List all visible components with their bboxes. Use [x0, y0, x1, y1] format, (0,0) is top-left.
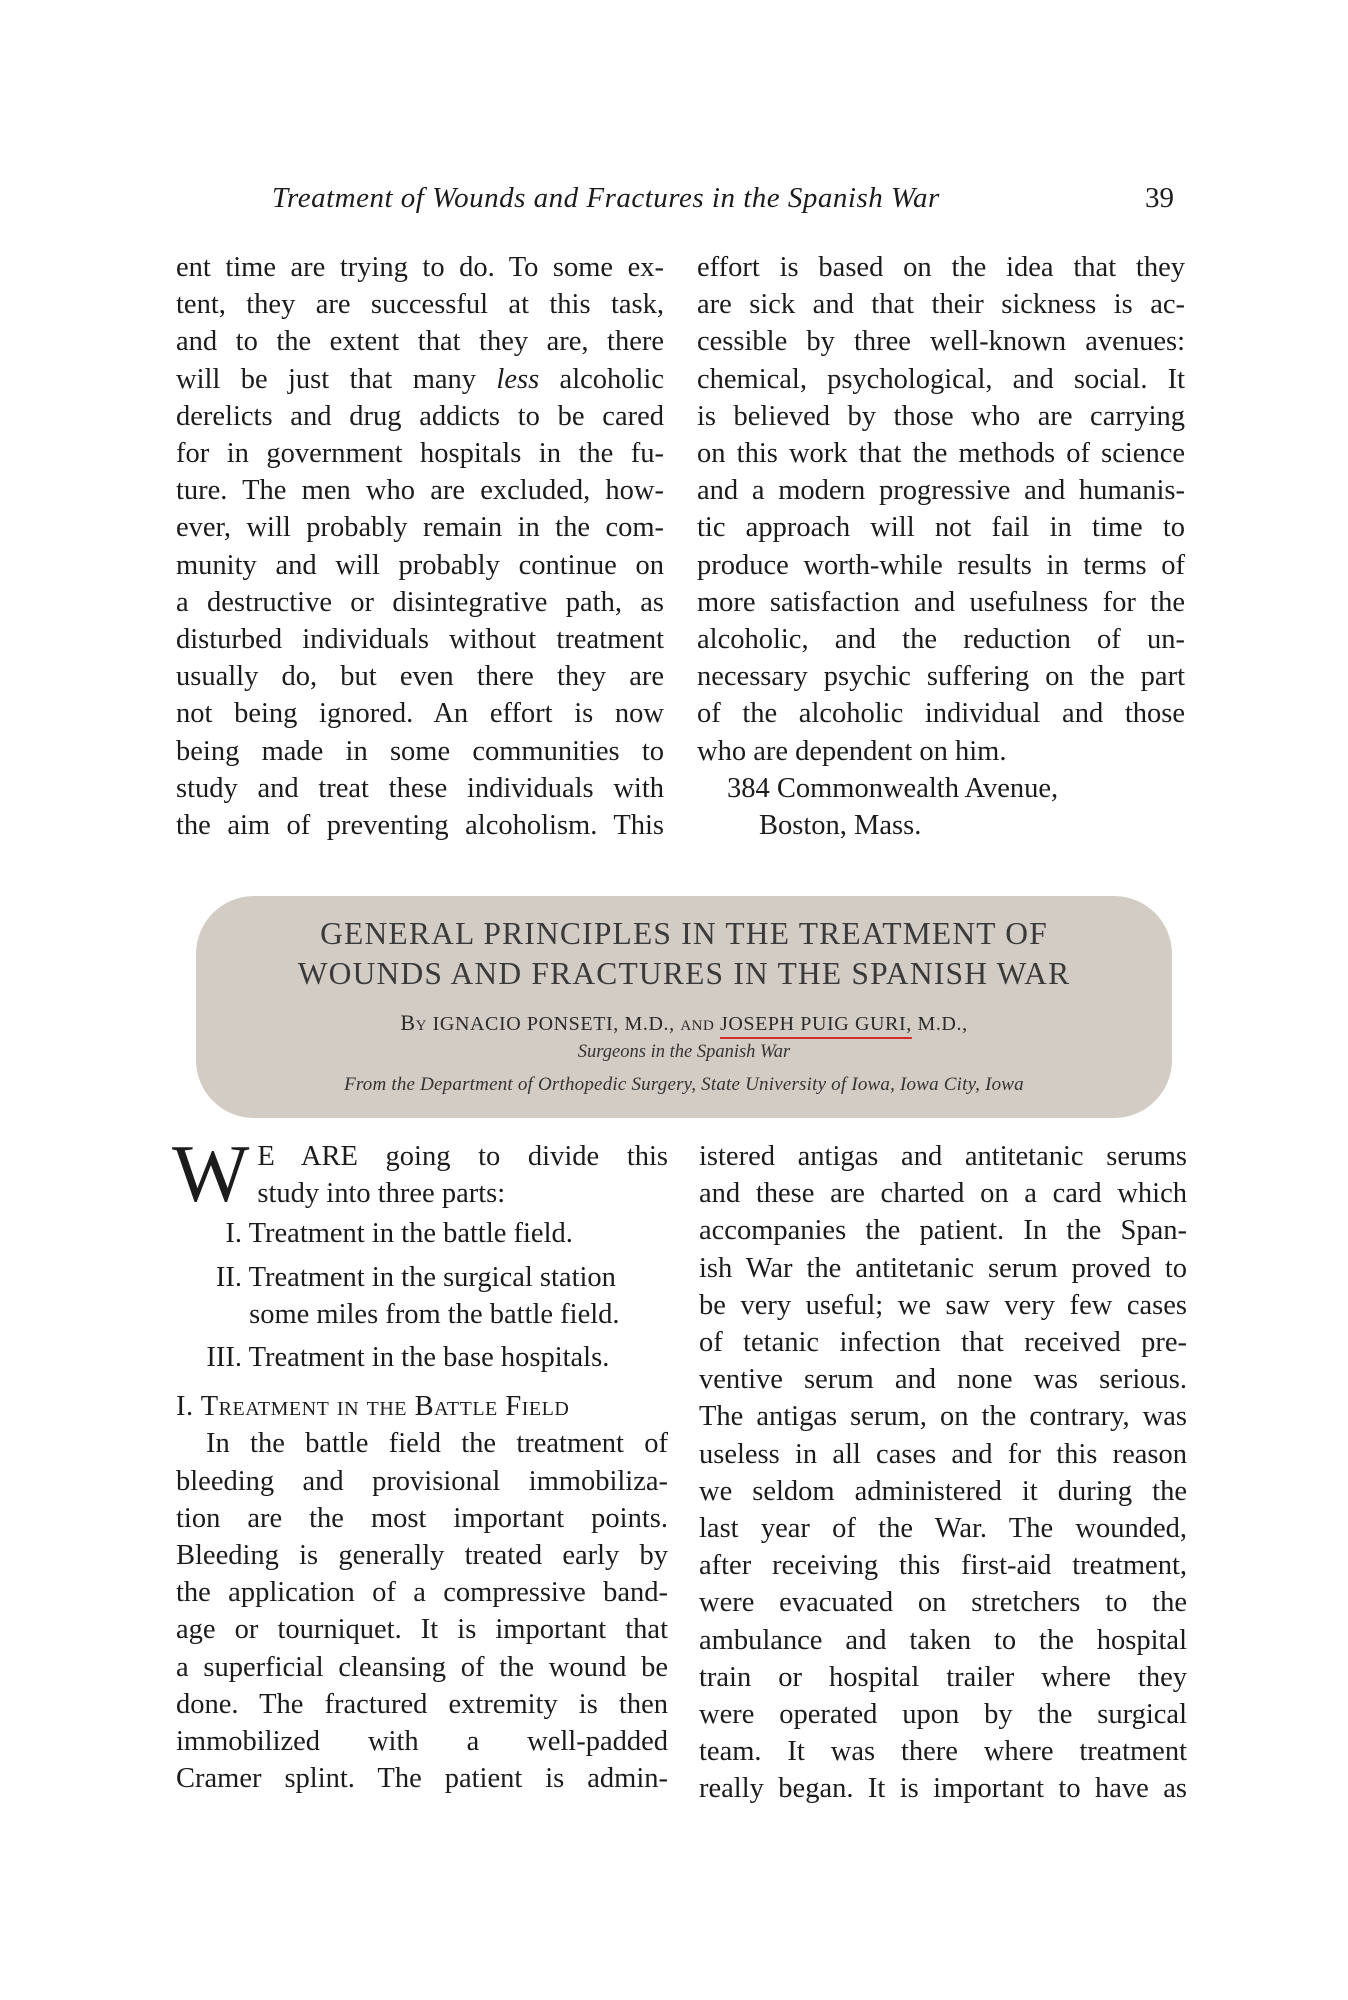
text-line: and these are charted on a card which: [699, 1178, 1187, 1210]
address-street: 384 Commonwealth Avenue,: [727, 772, 1059, 804]
text-line: bleeding and provisional immobiliza-: [176, 1465, 668, 1497]
text-line: on this work that the methods of science: [697, 438, 1185, 470]
text-line: alcoholic, and the reduction of un-: [697, 624, 1185, 656]
text-line: usually do, but even there they are: [176, 661, 664, 693]
text-line: The antigas serum, on the contrary, was: [699, 1401, 1187, 1433]
text-line: a superficial cleansing of the wound be: [176, 1651, 668, 1683]
text-line: Bleeding is generally treated early by: [176, 1540, 668, 1572]
text-line: cessible by three well-known avenues:: [697, 326, 1185, 358]
text-line: were evacuated on stretchers to the: [699, 1587, 1187, 1619]
list-item: II. Treatment in the surgical station: [215, 1261, 616, 1293]
text-line: be very useful; we saw very few cases: [699, 1289, 1187, 1321]
list-item: III. Treatment in the base hospitals.: [206, 1342, 610, 1374]
text-line: ent time are trying to do. To some ex-: [176, 252, 664, 283]
text-line: last year of the War. The wounded,: [699, 1513, 1187, 1545]
text-line: accompanies the patient. In the Span-: [699, 1215, 1187, 1247]
text-line: of the alcoholic individual and those: [697, 698, 1185, 730]
text-line: immobilized with a well-padded: [176, 1726, 668, 1758]
text-line: will be just that many less alcoholic: [176, 363, 664, 395]
text-line: study and treat these individuals with: [176, 772, 664, 804]
text-line: and a modern progressive and humanis-: [697, 475, 1185, 507]
drop-cap: W: [172, 1128, 250, 1219]
text-line: disturbed individuals without treatment: [176, 624, 664, 656]
text-line: for in government hospitals in the fu-: [176, 438, 664, 470]
text-line: the aim of preventing alcoholism. This: [176, 810, 664, 842]
text-line: useless in all cases and for this reason: [699, 1438, 1187, 1470]
text-line: who are dependent on him.: [697, 735, 1007, 767]
running-title: Treatment of Wounds and Fractures in the Spanish War: [272, 182, 940, 214]
text-line: munity and will probably continue on: [176, 549, 664, 581]
body-right-column: [699, 1138, 1187, 1808]
text-line: Cramer splint. The patient is admin-: [176, 1763, 668, 1795]
text-line: ture. The men who are excluded, how-: [176, 475, 664, 507]
text-line: the application of a compressive band-: [176, 1577, 668, 1609]
article-title-line-2: WOUNDS AND FRACTURES IN THE SPANISH WAR: [297, 956, 1071, 991]
text-line: being made in some communities to: [176, 735, 664, 767]
text-line: chemical, psychological, and social. It: [697, 363, 1185, 395]
byline-by: By: [400, 1010, 428, 1035]
intro-line: E ARE going to divide this: [257, 1141, 668, 1172]
text-line: train or hospital trailer where they: [699, 1661, 1187, 1693]
text-line: ventive serum and none was serious.: [699, 1364, 1187, 1396]
text-line: and to the extent that they are, there: [176, 326, 664, 358]
author-affiliation-role: Surgeons in the Spanish War: [577, 1042, 791, 1062]
text-line: more satisfaction and usefulness for the: [697, 586, 1185, 618]
text-line: tent, they are successful at this task,: [176, 289, 664, 321]
text-line: not being ignored. An effort is now: [176, 698, 664, 730]
text-line: effort is based on the idea that they: [697, 252, 1185, 283]
intro-line: study into three parts:: [257, 1178, 506, 1210]
text-line: ever, will probably remain in the com-: [176, 512, 664, 544]
body-left-column: [172, 1128, 668, 1797]
section-heading: I. Treatment in the Battle Field: [176, 1391, 570, 1423]
author-ponseti: IGNACIO PONSETI, M.D.,: [432, 1013, 675, 1035]
text-line: tic approach will not fail in time to: [697, 512, 1185, 544]
text-line: team. It was there where treatment: [699, 1736, 1187, 1768]
text-line: is believed by those who are carrying: [697, 400, 1185, 432]
text-line: istered antigas and antitetanic serums: [699, 1141, 1187, 1172]
text-line: we seldom administered it during the: [699, 1475, 1187, 1507]
text-line: a destructive or disintegrative path, as: [176, 586, 664, 618]
text-line: done. The fractured extremity is then: [176, 1688, 668, 1720]
list-item: I. Treatment in the battle field.: [225, 1218, 573, 1250]
address-city: Boston, Mass.: [759, 810, 922, 842]
text-line: were operated upon by the surgical: [699, 1699, 1187, 1731]
text-line: are sick and that their sickness is ac-: [697, 289, 1185, 321]
author-byline: [196, 1010, 1172, 1036]
text-line: ish War the antitetanic serum proved to: [699, 1252, 1187, 1284]
text-line: really began. It is important to have as: [699, 1773, 1187, 1805]
author-suffix: M.D.,: [917, 1013, 968, 1035]
list-item: some miles from the battle field.: [249, 1298, 620, 1330]
text-line: derelicts and drug addicts to be cared: [176, 400, 664, 432]
top-left-column: [176, 249, 664, 844]
text-line: produce worth-while results in terms of: [697, 549, 1185, 581]
top-right-column: [697, 249, 1185, 844]
text-line: after receiving this first-aid treatment,: [699, 1550, 1187, 1582]
author-department: From the Department of Orthopedic Surgery, State University of Iowa, Iowa City, Iowa: [344, 1074, 1024, 1095]
text-line: tion are the most important points.: [176, 1502, 668, 1534]
text-line: age or tourniquet. It is important that: [176, 1614, 668, 1646]
page-number: 39: [1145, 182, 1174, 214]
text-line: In the battle field the treatment of: [206, 1428, 668, 1460]
text-line: ambulance and taken to the hospital: [699, 1624, 1187, 1656]
author-puig-guri: JOSEPH PUIG GURI,: [719, 1013, 912, 1035]
byline-and: AND: [680, 1018, 715, 1034]
article-title-block: [196, 896, 1172, 1118]
article-title-line-1: GENERAL PRINCIPLES IN THE TREATMENT OF: [320, 916, 1048, 951]
text-line: necessary psychic suffering on the part: [697, 661, 1185, 693]
text-line: of tetanic infection that received pre-: [699, 1327, 1187, 1359]
